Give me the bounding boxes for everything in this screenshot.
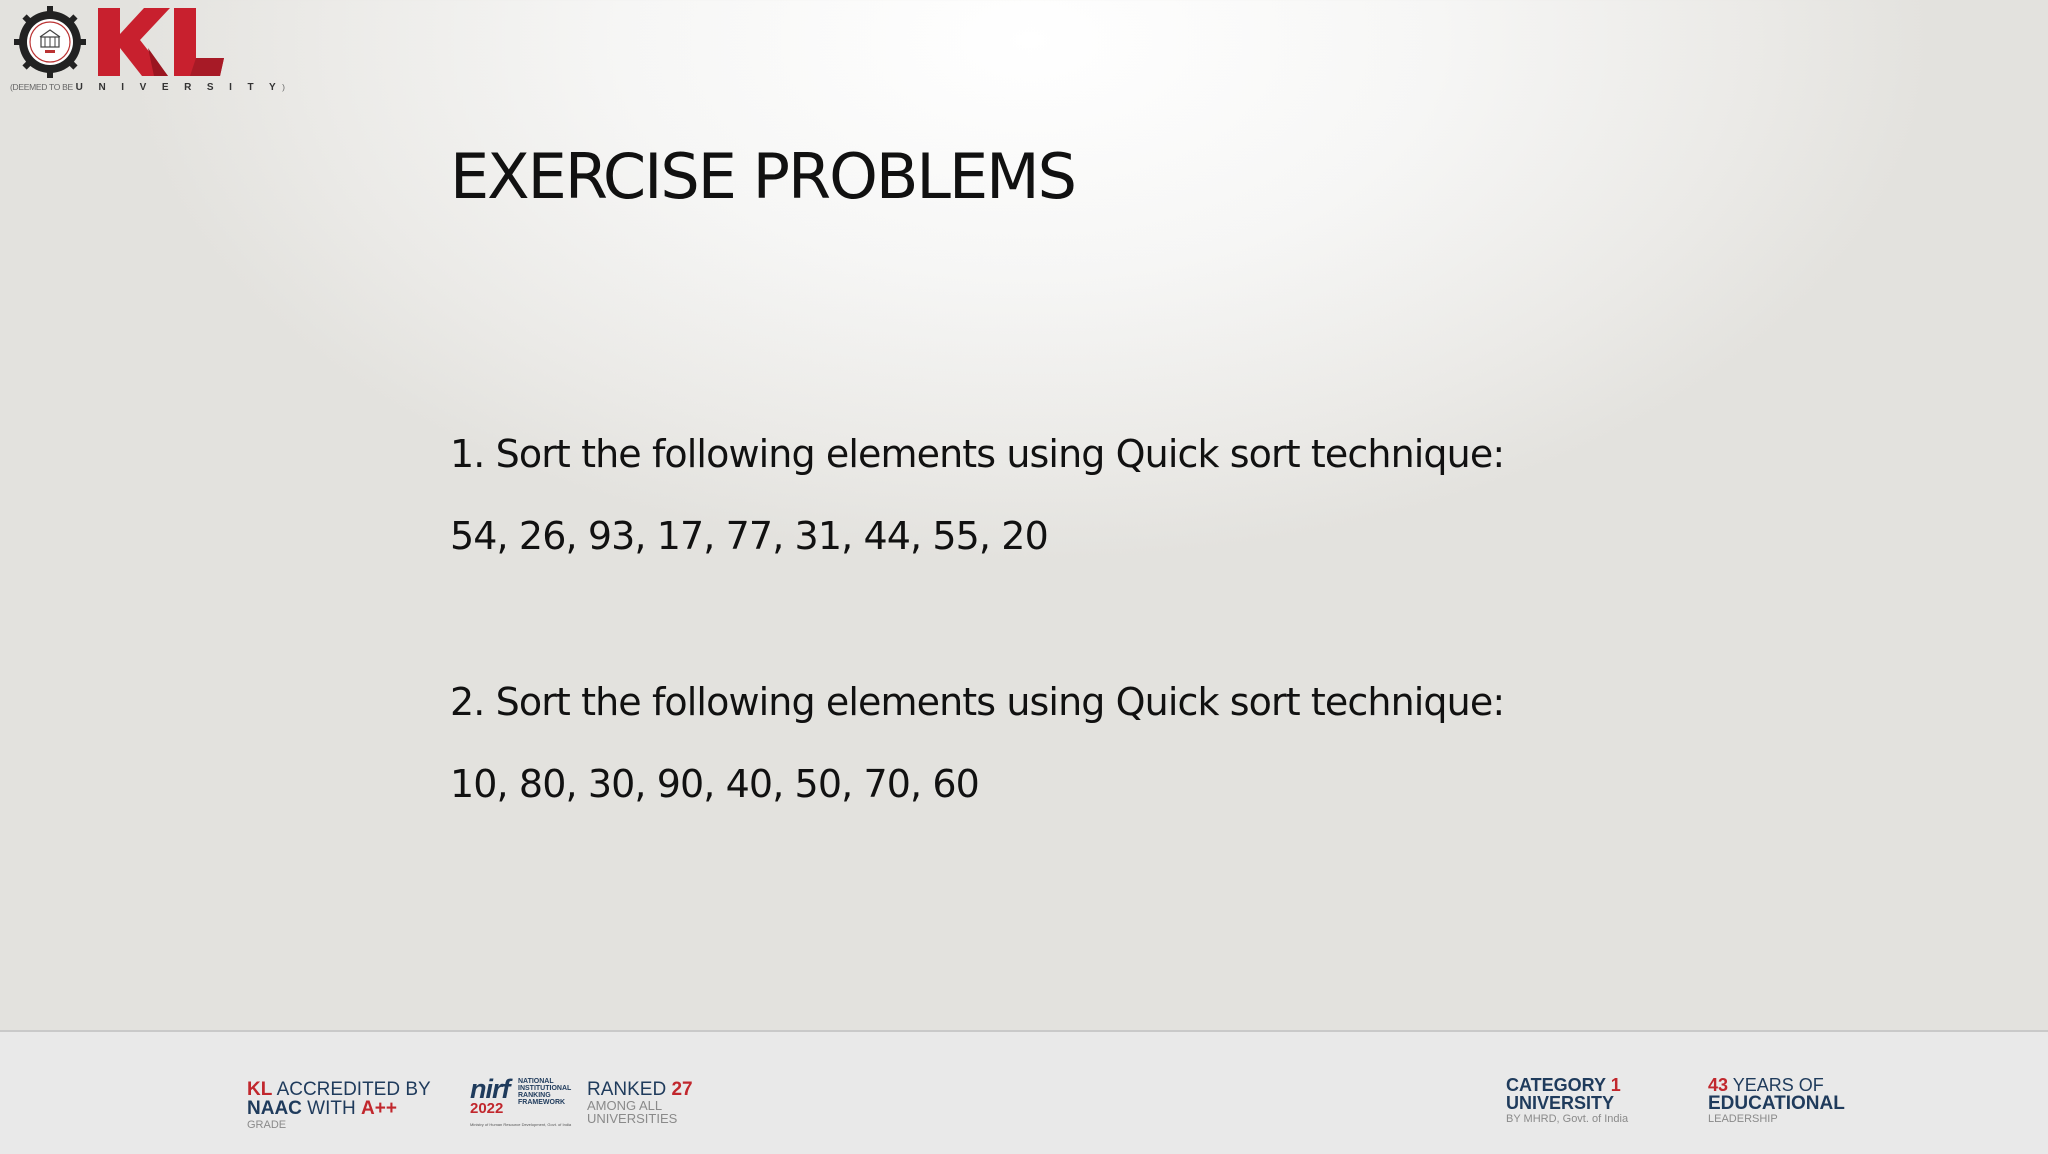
kl-university-logo (10, 4, 285, 96)
nirf-desc-4: FRAMEWORK (518, 1099, 566, 1106)
slide-title: EXERCISE PROBLEMS (450, 140, 1075, 213)
rank-number: 27 (671, 1079, 693, 1100)
ranking-badge (587, 1080, 693, 1125)
kl-brand-mark (90, 4, 230, 80)
nirf-fine-print: Ministry of Human Resource Development, Govt. of India (470, 1122, 572, 1127)
tagline-university: U N I V E R S I T Y (75, 82, 283, 93)
nirf-year: 2022 (470, 1100, 504, 1117)
naac-kl: KL (247, 1079, 273, 1100)
ranked-universities: UNIVERSITIES (587, 1111, 678, 1126)
years-of: YEARS OF (1732, 1075, 1824, 1095)
category-by: BY MHRD, Govt. of India (1506, 1113, 1629, 1125)
naac-grade-label: GRADE (247, 1119, 287, 1131)
naac-accreditation (247, 1080, 431, 1131)
ranked-label: RANKED (587, 1079, 667, 1100)
years-number: 43 (1708, 1075, 1729, 1095)
nirf-desc-2: INSTITUTIONAL (518, 1085, 572, 1092)
category-badge (1506, 1076, 1628, 1125)
nirf-desc-3: RANKING (518, 1092, 551, 1099)
naac-grade: A++ (361, 1098, 397, 1119)
tagline-prefix: (DEEMED TO BE (10, 82, 73, 92)
ranked-among: AMONG ALL (587, 1098, 663, 1113)
nirf-desc-1: NATIONAL (518, 1078, 554, 1085)
naac-accredited-by: ACCREDITED BY (276, 1079, 431, 1100)
logo-tagline (10, 82, 285, 93)
category-number: 1 (1610, 1075, 1621, 1095)
years-educational: EDUCATIONAL (1708, 1093, 1845, 1114)
university-seal-icon (14, 6, 86, 78)
years-badge (1708, 1076, 1845, 1125)
footer-banner (0, 1030, 2048, 1154)
category-university: UNIVERSITY (1506, 1093, 1615, 1113)
nirf-description (518, 1078, 571, 1106)
naac-with: WITH (307, 1098, 356, 1119)
category-label: CATEGORY (1506, 1075, 1606, 1095)
tagline-suffix: ) (282, 82, 285, 92)
problem-1-elements: 54, 26, 93, 17, 77, 31, 44, 55, 20 (450, 514, 1048, 558)
problem-1-question: 1. Sort the following elements using Quick sort technique: (450, 432, 1505, 476)
nirf-logo (470, 1076, 510, 1116)
nirf-mark: nirf (470, 1074, 510, 1104)
years-leadership: LEADERSHIP (1708, 1113, 1778, 1125)
problem-2-question: 2. Sort the following elements using Quick sort technique: (450, 680, 1505, 724)
naac-label: NAAC (247, 1098, 302, 1119)
problem-2-elements: 10, 80, 30, 90, 40, 50, 70, 60 (450, 762, 979, 806)
